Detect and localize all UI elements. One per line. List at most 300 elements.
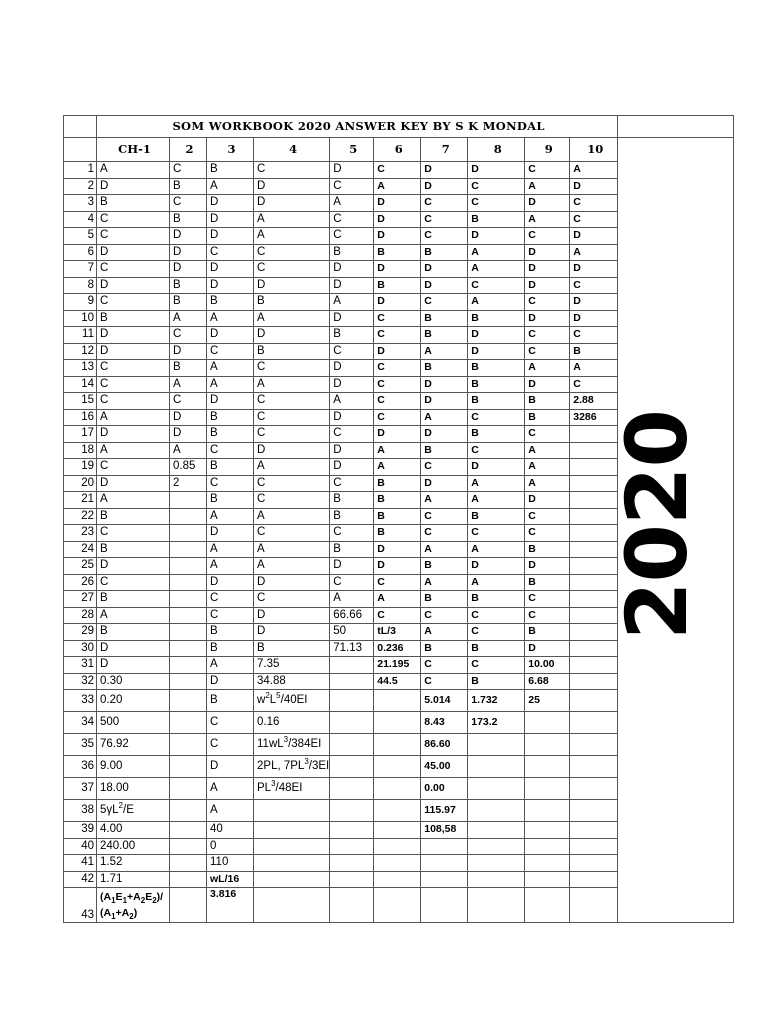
- answer-cell: D: [170, 261, 207, 278]
- answer-cell: [374, 838, 421, 855]
- answer-cell: D: [254, 195, 330, 212]
- answer-cell: D: [374, 294, 421, 311]
- table-row: [64, 244, 734, 261]
- answer-cell: D: [207, 756, 254, 778]
- answer-cell: D: [330, 459, 374, 476]
- answer-cell: [254, 800, 330, 822]
- blank-cell: [618, 855, 734, 872]
- answer-cell: [570, 838, 618, 855]
- answer-cell: 3.816: [207, 888, 254, 923]
- answer-cell: [254, 888, 330, 923]
- answer-cell: C: [330, 343, 374, 360]
- answer-cell: C: [525, 294, 570, 311]
- answer-cell: [374, 855, 421, 872]
- answer-cell: $PL^3/48EI$: [254, 778, 330, 800]
- answer-cell: A: [374, 442, 421, 459]
- answer-cell: [374, 690, 421, 712]
- answer-cell: [570, 690, 618, 712]
- answer-cell: D: [330, 409, 374, 426]
- answer-cell: A: [525, 178, 570, 195]
- header-ch-9: 9: [525, 138, 570, 162]
- answer-cell: D: [170, 343, 207, 360]
- answer-cell: A: [570, 360, 618, 377]
- answer-cell: B: [207, 409, 254, 426]
- answer-cell: C: [207, 343, 254, 360]
- answer-cell: D: [570, 178, 618, 195]
- answer-cell: C: [421, 673, 468, 690]
- answer-cell: D: [570, 294, 618, 311]
- answer-cell: D: [468, 228, 525, 245]
- answer-cell: 7.35: [254, 657, 330, 674]
- blank-cell: [618, 640, 734, 657]
- answer-cell: [330, 673, 374, 690]
- answer-cell: D: [330, 558, 374, 575]
- answer-cell: B: [421, 310, 468, 327]
- answer-cell: C: [254, 244, 330, 261]
- answer-cell: B: [97, 591, 170, 608]
- table-row: [64, 327, 734, 344]
- row-number: 34: [64, 712, 97, 734]
- answer-cell: D: [207, 277, 254, 294]
- answer-cell: C: [330, 574, 374, 591]
- row-number: 15: [64, 393, 97, 410]
- answer-cell: B: [330, 492, 374, 509]
- table-row: [64, 261, 734, 278]
- answer-cell: C: [421, 211, 468, 228]
- answer-cell: A: [170, 310, 207, 327]
- answer-cell: [374, 756, 421, 778]
- answer-cell: D: [254, 442, 330, 459]
- answer-cell: [374, 800, 421, 822]
- answer-cell: C: [525, 343, 570, 360]
- answer-cell: C: [525, 426, 570, 443]
- answer-cell: C: [97, 525, 170, 542]
- answer-cell: A: [254, 211, 330, 228]
- answer-cell: 9.00: [97, 756, 170, 778]
- answer-cell: B: [421, 591, 468, 608]
- answer-cell: B: [330, 541, 374, 558]
- answer-cell: B: [570, 343, 618, 360]
- answer-cell: D: [97, 178, 170, 195]
- answer-cell: B: [421, 327, 468, 344]
- answer-cell: [170, 525, 207, 542]
- answer-cell: [170, 574, 207, 591]
- answer-cell: C: [254, 261, 330, 278]
- table-row: [64, 393, 734, 410]
- answer-cell: D: [170, 244, 207, 261]
- row-number: 5: [64, 228, 97, 245]
- row-number: 24: [64, 541, 97, 558]
- answer-cell: A: [468, 541, 525, 558]
- answer-cell: C: [254, 409, 330, 426]
- answer-cell: D: [525, 640, 570, 657]
- answer-cell: D: [97, 327, 170, 344]
- blank-cell: [618, 673, 734, 690]
- answer-cell: A: [207, 360, 254, 377]
- answer-cell: A: [207, 778, 254, 800]
- row-number: 18: [64, 442, 97, 459]
- answer-cell: A: [525, 475, 570, 492]
- table-row: [64, 712, 734, 734]
- answer-cell: C: [570, 211, 618, 228]
- answer-cell: [330, 822, 374, 839]
- table-row: [64, 343, 734, 360]
- answer-cell: A: [525, 360, 570, 377]
- answer-cell: D: [525, 376, 570, 393]
- answer-cell: D: [374, 211, 421, 228]
- table-row: [64, 778, 734, 800]
- answer-cell: B: [97, 541, 170, 558]
- answer-cell: D: [374, 343, 421, 360]
- blank-cell: [618, 211, 734, 228]
- answer-cell: D: [254, 277, 330, 294]
- answer-cell: B: [207, 162, 254, 179]
- answer-cell: [170, 734, 207, 756]
- answer-cell: 66.66: [330, 607, 374, 624]
- blank-cell: [618, 871, 734, 888]
- answer-cell: C: [421, 525, 468, 542]
- answer-cell: B: [330, 508, 374, 525]
- answer-cell: [254, 822, 330, 839]
- year-label: 2020: [608, 410, 706, 640]
- answer-cell: C: [374, 574, 421, 591]
- row-number: 28: [64, 607, 97, 624]
- answer-cell: A: [330, 294, 374, 311]
- answer-cell: C: [374, 393, 421, 410]
- answer-cell: B: [525, 624, 570, 641]
- answer-cell: B: [421, 360, 468, 377]
- blank-cell: [618, 838, 734, 855]
- answer-cell: C: [330, 211, 374, 228]
- row-number: 31: [64, 657, 97, 674]
- answer-cell: [468, 838, 525, 855]
- answer-cell: B: [374, 277, 421, 294]
- answer-cell: [170, 508, 207, 525]
- answer-cell: C: [468, 624, 525, 641]
- answer-cell: [468, 778, 525, 800]
- answer-cell: [170, 756, 207, 778]
- row-number: 20: [64, 475, 97, 492]
- blank-cell: [618, 162, 734, 179]
- answer-cell: 3286: [570, 409, 618, 426]
- answer-cell: C: [97, 360, 170, 377]
- answer-cell: D: [330, 442, 374, 459]
- answer-cell: [170, 624, 207, 641]
- row-number: 17: [64, 426, 97, 443]
- blank-cell: [618, 393, 734, 410]
- answer-cell: A: [97, 162, 170, 179]
- answer-cell: 2.88: [570, 393, 618, 410]
- answer-cell: A: [207, 310, 254, 327]
- blank-cell: [618, 376, 734, 393]
- answer-cell: D: [374, 261, 421, 278]
- answer-cell: C: [468, 525, 525, 542]
- answer-cell: $w^2L^5/40EI$: [254, 690, 330, 712]
- answer-cell: D: [525, 244, 570, 261]
- row-number: 3: [64, 195, 97, 212]
- answer-cell: A: [374, 178, 421, 195]
- table-row: [64, 838, 734, 855]
- table-row: [64, 822, 734, 839]
- answer-cell: [170, 591, 207, 608]
- table-row: [64, 360, 734, 377]
- answer-cell: B: [207, 294, 254, 311]
- answer-cell: A: [468, 492, 525, 509]
- answer-cell: D: [525, 195, 570, 212]
- blank-cell: [618, 690, 734, 712]
- answer-cell: A: [468, 294, 525, 311]
- answer-cell: B: [97, 624, 170, 641]
- row-number: 6: [64, 244, 97, 261]
- answer-cell: [525, 871, 570, 888]
- answer-cell: 34.88: [254, 673, 330, 690]
- row-number: 11: [64, 327, 97, 344]
- table-row: [64, 871, 734, 888]
- answer-cell: [330, 690, 374, 712]
- answer-cell: C: [421, 508, 468, 525]
- answer-cell: 0.30: [97, 673, 170, 690]
- answer-cell: D: [170, 426, 207, 443]
- table-row: [64, 673, 734, 690]
- answer-cell: [170, 558, 207, 575]
- row-number: 40: [64, 838, 97, 855]
- answer-cell: C: [97, 574, 170, 591]
- answer-cell: 18.00: [97, 778, 170, 800]
- blank-cell: [618, 657, 734, 674]
- answer-cell: A: [254, 376, 330, 393]
- answer-cell: B: [170, 178, 207, 195]
- answer-cell: D: [570, 310, 618, 327]
- answer-cell: A: [97, 492, 170, 509]
- answer-cell: D: [207, 228, 254, 245]
- blank-cell: [618, 327, 734, 344]
- answer-cell: C: [525, 607, 570, 624]
- answer-cell: 6.68: [525, 673, 570, 690]
- answer-cell: [330, 657, 374, 674]
- answer-cell: C: [207, 607, 254, 624]
- answer-cell: [330, 838, 374, 855]
- answer-cell: D: [97, 277, 170, 294]
- blank-cell: [618, 734, 734, 756]
- answer-cell: [170, 778, 207, 800]
- row-number: 7: [64, 261, 97, 278]
- answer-cell: [570, 871, 618, 888]
- answer-cell: C: [207, 475, 254, 492]
- answer-cell: D: [421, 393, 468, 410]
- answer-cell: D: [525, 277, 570, 294]
- answer-cell: C: [254, 360, 330, 377]
- answer-cell: D: [207, 393, 254, 410]
- answer-cell: wL/16: [207, 871, 254, 888]
- table-row: [64, 376, 734, 393]
- answer-cell: C: [374, 327, 421, 344]
- answer-cell: tL/3: [374, 624, 421, 641]
- answer-cell: [254, 871, 330, 888]
- table-row: [64, 178, 734, 195]
- answer-cell: D: [97, 475, 170, 492]
- answer-cell: [570, 756, 618, 778]
- answer-cell: 25: [525, 690, 570, 712]
- answer-cell: [330, 778, 374, 800]
- table-row: [64, 855, 734, 872]
- answer-cell: B: [421, 244, 468, 261]
- answer-cell: B: [468, 376, 525, 393]
- answer-cell: B: [330, 327, 374, 344]
- answer-cell: 500: [97, 712, 170, 734]
- answer-cell: A: [421, 624, 468, 641]
- answer-cell: A: [207, 558, 254, 575]
- answer-cell: C: [254, 162, 330, 179]
- answer-cell: A: [254, 541, 330, 558]
- row-number: 38: [64, 800, 97, 822]
- answer-cell: [570, 640, 618, 657]
- answer-cell: A: [525, 211, 570, 228]
- answer-cell: [170, 541, 207, 558]
- answer-cell: 21.195: [374, 657, 421, 674]
- answer-cell: [330, 734, 374, 756]
- answer-cell: A: [421, 409, 468, 426]
- answer-cell: C: [330, 426, 374, 443]
- row-number: 41: [64, 855, 97, 872]
- table-row: [64, 888, 734, 923]
- answer-cell: B: [468, 673, 525, 690]
- answer-cell: D: [374, 426, 421, 443]
- answer-cell: 76.92: [97, 734, 170, 756]
- answer-cell: B: [170, 277, 207, 294]
- answer-cell: A: [525, 442, 570, 459]
- answer-cell: C: [330, 475, 374, 492]
- answer-cell: B: [330, 244, 374, 261]
- answer-cell: D: [374, 195, 421, 212]
- answer-cell: B: [374, 525, 421, 542]
- row-number: 4: [64, 211, 97, 228]
- blank-cell: [618, 822, 734, 839]
- answer-cell: D: [254, 607, 330, 624]
- answer-cell: D: [330, 360, 374, 377]
- answer-cell: D: [330, 162, 374, 179]
- answer-cell: D: [207, 211, 254, 228]
- answer-cell: [468, 871, 525, 888]
- answer-cell: [570, 800, 618, 822]
- answer-cell: B: [97, 195, 170, 212]
- table-row: [64, 211, 734, 228]
- answer-cell: B: [97, 508, 170, 525]
- answer-cell: [330, 888, 374, 923]
- sheet-title: SOM WORKBOOK 2020 ANSWER KEY BY S K MONDAL: [97, 116, 618, 138]
- answer-cell: D: [421, 426, 468, 443]
- answer-cell: [570, 673, 618, 690]
- answer-cell: C: [570, 376, 618, 393]
- answer-cell: C: [468, 607, 525, 624]
- row-number: 37: [64, 778, 97, 800]
- table-row: [64, 756, 734, 778]
- answer-cell: A: [97, 442, 170, 459]
- answer-cell: C: [525, 327, 570, 344]
- answer-cell: [525, 778, 570, 800]
- answer-cell: C: [468, 277, 525, 294]
- table-row: [64, 734, 734, 756]
- answer-cell: [468, 734, 525, 756]
- answer-cell: B: [468, 591, 525, 608]
- answer-cell: D: [330, 277, 374, 294]
- answer-cell: D: [254, 624, 330, 641]
- answer-cell: [468, 822, 525, 839]
- answer-cell: B: [170, 294, 207, 311]
- answer-cell: 0.16: [254, 712, 330, 734]
- table-row: [64, 310, 734, 327]
- answer-cell: D: [254, 574, 330, 591]
- row-number: 29: [64, 624, 97, 641]
- answer-cell: 1.52: [97, 855, 170, 872]
- chapter-header-row: [64, 138, 734, 162]
- answer-cell: [170, 690, 207, 712]
- answer-cell: 71.13: [330, 640, 374, 657]
- answer-cell: [570, 712, 618, 734]
- answer-cell: [525, 855, 570, 872]
- answer-cell: [170, 822, 207, 839]
- answer-cell: C: [207, 244, 254, 261]
- answer-cell: 115.97: [421, 800, 468, 822]
- answer-cell: 10.00: [525, 657, 570, 674]
- answer-cell: A: [421, 492, 468, 509]
- answer-cell: [374, 778, 421, 800]
- row-number: 22: [64, 508, 97, 525]
- table-row: [64, 277, 734, 294]
- answer-cell: 2PL, $7PL^3/3EI$: [254, 756, 330, 778]
- header-ch-5: 5: [330, 138, 374, 162]
- row-number: 1: [64, 162, 97, 179]
- answer-cell: C: [468, 409, 525, 426]
- answer-cell: C: [97, 294, 170, 311]
- answer-cell: C: [421, 294, 468, 311]
- row-number: 14: [64, 376, 97, 393]
- answer-cell: [170, 492, 207, 509]
- answer-cell: C: [330, 525, 374, 542]
- answer-cell: B: [374, 475, 421, 492]
- answer-cell: C: [170, 195, 207, 212]
- row-number: 36: [64, 756, 97, 778]
- answer-cell: D: [330, 376, 374, 393]
- answer-cell: D: [468, 343, 525, 360]
- answer-cell: D: [468, 162, 525, 179]
- answer-cell: [170, 712, 207, 734]
- answer-cell: C: [207, 442, 254, 459]
- answer-cell: [374, 871, 421, 888]
- answer-cell: $(A_1E_1+A_2E_2)/$ $(A_1+A_2)$: [97, 888, 170, 923]
- answer-cell: [330, 855, 374, 872]
- answer-cell: C: [97, 393, 170, 410]
- answer-cell: B: [468, 508, 525, 525]
- answer-cell: A: [254, 508, 330, 525]
- answer-cell: A: [254, 228, 330, 245]
- row-number: 9: [64, 294, 97, 311]
- answer-cell: B: [468, 426, 525, 443]
- answer-cell: [374, 822, 421, 839]
- answer-cell: C: [97, 376, 170, 393]
- answer-cell: [525, 756, 570, 778]
- answer-cell: D: [421, 277, 468, 294]
- answer-cell: 8.43: [421, 712, 468, 734]
- answer-cell: [525, 734, 570, 756]
- answer-cell: B: [254, 343, 330, 360]
- answer-cell: D: [468, 327, 525, 344]
- answer-cell: B: [421, 640, 468, 657]
- row-number: 21: [64, 492, 97, 509]
- answer-cell: C: [97, 211, 170, 228]
- blank-cell: [618, 360, 734, 377]
- answer-cell: B: [207, 426, 254, 443]
- answer-cell: B: [374, 244, 421, 261]
